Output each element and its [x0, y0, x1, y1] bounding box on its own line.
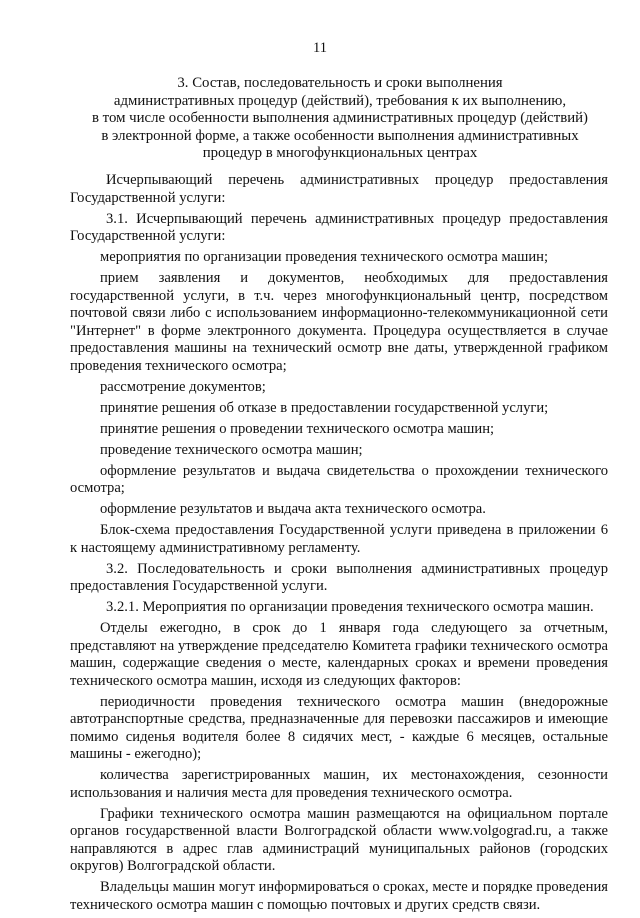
subsection-heading: 3.2.1. Мероприятия по организации проведения технического осмотра машин. — [106, 599, 594, 615]
heading-line: процедур в многофункциональных центрах — [202, 145, 478, 162]
heading-line: 3. Состав, последовательность и сроки выполнения — [177, 75, 503, 91]
paragraph: Отделы ежегодно, в срок до 1 января года следующего за отчетным, представляют на утверждение председателю Комитета графики технического осмотра машин, содержащие сведения о месте, календарных сроках и времени проведения технического осмотра машин, исходя из следующих факторов: — [70, 620, 608, 689]
list-item: проведение технического осмотра машин; — [100, 441, 363, 458]
heading-line: в том числе особенности выполнения административных процедур (действий) — [92, 110, 588, 127]
document-body — [70, 172, 608, 918]
list-item: прием заявления и документов, необходимых для предоставления государственной услуги, в т.ч. через многофункциональный центр, посредством почтовой связи либо с использованием информационно-телекоммуникационной сети "Интернет" в форме электронного документа. Процедура осуществляется в случае предоставления машины на технический осмотр вне даты, утвержденной графиком проведения технического осмотра; — [70, 270, 608, 374]
paragraph: Графики технического осмотра машин размещаются на официальном портале органов государственной власти Волгоградской области www.volgograd.ru, а также направляются в адрес глав администраций муниципальных районов (городских округов) Волгоградской области. — [70, 805, 608, 874]
list-item: принятие решения об отказе в предоставлении государственной услуги; — [100, 399, 549, 416]
list-item: рассмотрение документов; — [100, 378, 266, 395]
list-item: принятие решения о проведении технического осмотра машин; — [100, 420, 495, 437]
list-item: мероприятия по организации проведения технического осмотра машин; — [100, 249, 549, 265]
heading-line: в электронной форме, а также особенности выполнения административных — [101, 127, 579, 144]
paragraph: Блок-схема предоставления Государственной услуги приведена в приложении 6 к настоящему административному регламенту. — [70, 522, 608, 556]
list-item: количества зарегистрированных машин, их местонахождения, сезонности использования и наличия места для проведения технического осмотра. — [70, 767, 608, 801]
paragraph: Исчерпывающий перечень административных процедур предоставления Государственной услуги: — [70, 172, 608, 206]
list-item: оформление результатов и выдача свидетельства о прохождении технического осмотра; — [70, 462, 608, 496]
list-item: оформление результатов и выдача акта технического осмотра. — [100, 501, 486, 517]
section-heading — [70, 75, 610, 163]
heading-line: административных процедур (действий), требования к их выполнению, — [113, 92, 567, 109]
paragraph: 3.1. Исчерпывающий перечень административных процедур предоставления Государственной услуги: — [70, 210, 608, 244]
list-item: периодичности проведения технического осмотра машин (внедорожные автотранспортные средства, предназначенные для перевозки пассажиров и имеющие помимо сиденья водителя более 8 сидячих мест, - каждые 6 месяцев, остальные машины - ежегодно); — [70, 693, 608, 762]
paragraph: Владельцы машин могут информироваться о сроках, месте и порядке проведения технического осмотра машин с помощью почтовых и других средств связи. — [70, 879, 608, 913]
page-number: 11 — [313, 40, 327, 56]
subsection-heading: 3.2. Последовательность и сроки выполнения административных процедур предоставления Государственной услуги. — [70, 560, 608, 594]
